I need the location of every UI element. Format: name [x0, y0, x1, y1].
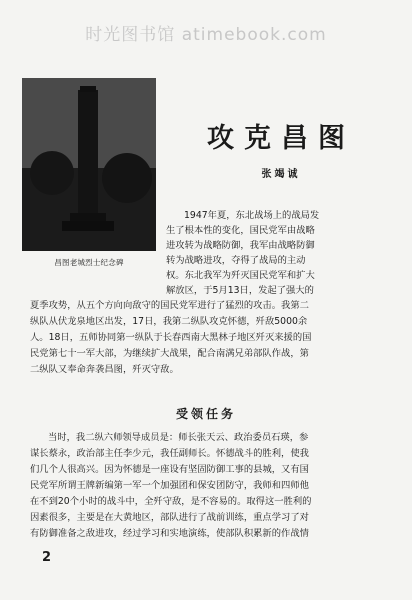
text-line: 权。东北我军为歼灭国民党军和扩大	[166, 270, 315, 281]
text-line: 转为战略进攻，夺得了战局的主动	[166, 255, 306, 266]
text-line: 民党第七十一军大部，为继续扩大战果，配合南满兄弟部队作战，第	[30, 348, 309, 359]
text-line: 民党军所谓王牌新编第一军一个加强团和保安团防守，我师和四师他	[30, 480, 309, 491]
text-line: 二纵队又奉命奔袭昌图，歼灭守敌。	[30, 364, 179, 375]
author-name: 张竭诚	[261, 169, 301, 180]
article-title: 攻克昌图	[207, 123, 355, 154]
text-line: 有防御准备之敌进攻，经过学习和实地演练，使部队积累新的作战情	[30, 528, 309, 539]
memorial-photo	[22, 78, 156, 251]
text-line: 谋长蔡永，政治部主任李少元，我任副师长。怀德战斗的胜利，使我	[30, 448, 309, 459]
text-line: 们几个人很高兴。因为怀德是一座设有坚固防御工事的县城，又有国	[30, 464, 309, 475]
text-line: 1947年夏，东北战场上的战局发	[184, 210, 320, 221]
text-line: 解放区，于5月13日，发起了强大的	[166, 285, 314, 296]
text-line: 生了根本性的变化，国民党军由战略	[166, 225, 315, 236]
text-line: 在不到20个小时的战斗中，全歼守敌，是不容易的。取得这一胜利的	[30, 496, 312, 507]
section-heading: 受领任务	[175, 407, 236, 421]
text-line: 纵队从伏龙泉地区出发，17日，我第二纵队攻克怀德，歼敌5000余	[30, 316, 308, 327]
text-line: 人。18日，五师协同第一纵队于长春西南大黑林子地区歼灭来援的国	[30, 332, 312, 343]
photo-caption: 昌图老城烈士纪念碑	[54, 258, 124, 267]
page-number: 2	[42, 550, 52, 565]
text-line: 夏季攻势，从五个方向向敌守的国民党军进行了猛烈的攻击。我第二	[30, 300, 309, 311]
text-line: 当时，我二纵六师领导成员是：师长张天云、政治委员石瑛，参	[48, 432, 309, 443]
text-line: 因素很多，主要是在大黄地区，部队进行了战前训练，重点学习了对	[30, 512, 309, 523]
text-line: 进攻转为战略防御，我军由战略防御	[166, 240, 315, 251]
watermark: 时光图书馆 atimebook.com	[85, 25, 327, 45]
